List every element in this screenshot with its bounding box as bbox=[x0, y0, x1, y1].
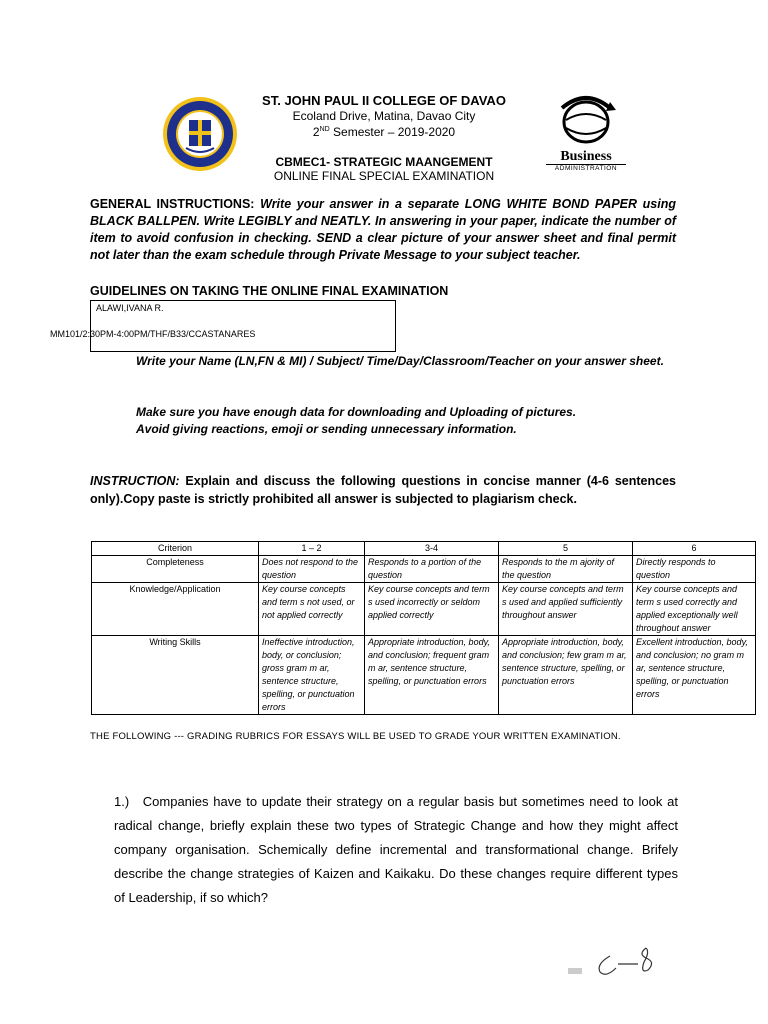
general-instructions bbox=[90, 196, 676, 264]
question-item bbox=[114, 790, 678, 910]
table-row bbox=[92, 636, 756, 715]
table-cell: Ineffective introduction, body, or conclusion; gross gram m ar, sentence structure, spelling, or punctuation errors bbox=[259, 636, 365, 715]
table-header-cell: 3-4 bbox=[365, 542, 499, 556]
table-cell: Directly responds to question bbox=[633, 556, 756, 583]
semester-line: 2ND Semester – 2019-2020 bbox=[312, 125, 456, 139]
rubric-note: THE FOLLOWING --- GRADING RUBRICS FOR ESSAYS WILL BE USED TO GRADE YOUR WRITTEN EXAMINATION. bbox=[90, 731, 621, 742]
instruction-text: Explain and discuss the following questions in concise manner (4-6 sentences only).Copy paste is strictly prohibited all answer is subjected to plagiarism check. bbox=[90, 474, 676, 506]
question-number: 1.) bbox=[114, 794, 130, 809]
general-instructions-text: Write your answer in a separate LONG WHITE BOND PAPER using BLACK BALLPEN. Write LEGIBLY and NEATLY. In answering in your paper, indicate the number of item to avoid confusion in checking. SEND a clear picture of your answer sheet and final permit not later than the exam schedule through Private Message to your subject teacher. bbox=[90, 197, 677, 262]
table-cell: Appropriate introduction, body, and conclusion; frequent gram m ar, sentence structure, spelling, or punctuation errors bbox=[365, 636, 499, 715]
instruction-label: INSTRUCTION: bbox=[90, 474, 180, 488]
essay-instruction bbox=[90, 472, 676, 508]
question-text: Companies have to update their strategy on a regular basis but sometimes need to look at radical change, briefly explain these two types of Strategic Change and how they might affect company organisation. Schemically define incremental and transformational change. Brifely describe the change strategies of Kaizen and Kaikaku. Do these changes require different types of Leadership, if so which? bbox=[114, 794, 678, 905]
guideline-item: Avoid giving reactions, emoji or sending unnecessary information. bbox=[114, 421, 676, 438]
table-header-cell: 5 bbox=[499, 542, 633, 556]
signature-mark bbox=[566, 934, 678, 982]
globe-arrow-icon bbox=[540, 94, 632, 146]
criterion-cell: Writing Skills bbox=[92, 636, 259, 715]
guideline-item: Write your Name (LN,FN & MI) / Subject/ Time/Day/Classroom/Teacher on your answer sheet. bbox=[114, 353, 676, 370]
bullet-icon bbox=[114, 353, 136, 370]
criterion-cell: Knowledge/Application bbox=[92, 583, 259, 636]
table-header-cell: 1 – 2 bbox=[259, 542, 365, 556]
bullet-icon bbox=[114, 421, 136, 438]
table-row bbox=[92, 583, 756, 636]
student-name: ALAWI,IVANA R. bbox=[96, 303, 164, 313]
business-administration-logo bbox=[540, 94, 632, 172]
table-header-row bbox=[92, 542, 756, 556]
exam-title: ONLINE FINAL SPECIAL EXAMINATION bbox=[273, 169, 495, 183]
table-cell: Responds to the m ajority of the question bbox=[499, 556, 633, 583]
guideline-item: Make sure you have enough data for downloading and Uploading of pictures. bbox=[114, 404, 676, 421]
table-cell: Appropriate introduction, body, and conclusion; few gram m ar, sentence structure, spelling, or punctuation errors bbox=[499, 636, 633, 715]
table-header-cell: Criterion bbox=[92, 542, 259, 556]
table-cell: Key course concepts and term s used incorrectly or seldom applied correctly bbox=[365, 583, 499, 636]
table-cell: Key course concepts and term s used and applied sufficiently throughout answer bbox=[499, 583, 633, 636]
class-schedule: MM101/2:30PM-4:00PM/THF/B33/CCASTANARES bbox=[50, 329, 256, 339]
table-cell: Key course concepts and term s used correctly and applied exceptionally well throughout answer bbox=[633, 583, 756, 636]
table-header-cell: 6 bbox=[633, 542, 756, 556]
school-address: Ecoland Drive, Matina, Davao City bbox=[292, 109, 476, 123]
guidelines-title: GUIDELINES ON TAKING THE ONLINE FINAL EXAMINATION bbox=[90, 284, 449, 298]
document-header bbox=[200, 92, 568, 183]
table-cell: Key course concepts and term s not used, or not applied correctly bbox=[259, 583, 365, 636]
course-title: CBMEC1- STRATEGIC MAANGEMENT bbox=[275, 155, 493, 169]
logo-word: Business bbox=[560, 149, 612, 164]
school-name: ST. JOHN PAUL II COLLEGE OF DAVAO bbox=[262, 93, 506, 108]
table-cell: Does not respond to the question bbox=[259, 556, 365, 583]
bullet-icon bbox=[114, 404, 136, 421]
table-cell: Excellent introduction, body, and conclusion; no gram m ar, sentence structure, spelling, or punctuation errors bbox=[633, 636, 756, 715]
criterion-cell: Completeness bbox=[92, 556, 259, 583]
logo-subword: ADMINISTRATION bbox=[546, 164, 626, 172]
general-instructions-label: GENERAL INSTRUCTIONS: bbox=[90, 197, 255, 211]
table-cell: Responds to a portion of the question bbox=[365, 556, 499, 583]
grading-rubric-table bbox=[91, 541, 756, 715]
table-row bbox=[92, 556, 756, 583]
